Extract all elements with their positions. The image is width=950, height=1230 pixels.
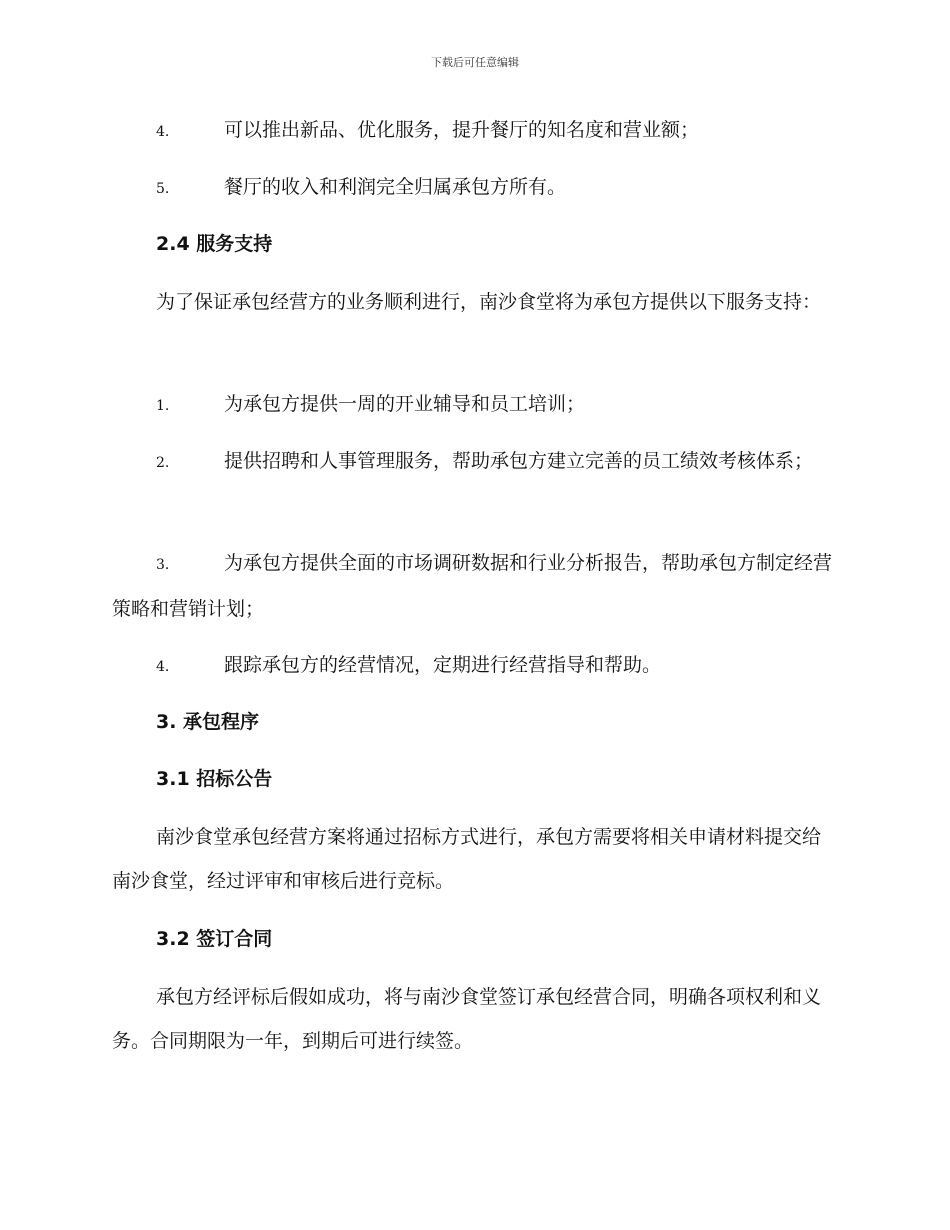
list-item-text: 提供招聘和人事管理服务，帮助承包方建立完善的员工绩效考核体系；	[224, 450, 814, 472]
list-item	[112, 643, 834, 689]
list-item-text: 为承包方提供一周的开业辅导和员工培训；	[224, 393, 586, 415]
section-heading-3-2: 3.2 签订合同	[156, 928, 273, 950]
section-3-2-body: 承包方经评标后假如成功，将与南沙食堂签订承包经营合同，明确各项权利和义务。合同期限为一年，到期后可进行续签。	[112, 986, 822, 1052]
list-item	[112, 108, 834, 154]
list-item	[112, 439, 834, 485]
section-heading-2-4: 2.4 服务支持	[156, 233, 273, 255]
list-item-number: 5.	[156, 181, 170, 197]
list-item-number: 3.	[156, 557, 170, 573]
page-header-note: 下载后可任意编辑	[431, 56, 519, 69]
list-item-number: 1.	[156, 398, 170, 414]
list-item	[112, 541, 834, 631]
list-item-text: 餐厅的收入和利润完全归属承包方所有。	[224, 176, 567, 198]
list-item-number: 4.	[156, 659, 170, 675]
section-heading-3-1: 3.1 招标公告	[156, 768, 273, 790]
list-item	[112, 382, 834, 428]
list-item-text: 可以推出新品、优化服务，提升餐厅的知名度和营业额；	[224, 119, 700, 141]
list-item-number: 4.	[156, 124, 170, 140]
list-item	[112, 165, 834, 211]
list-item-text: 跟踪承包方的经营情况，定期进行经营指导和帮助。	[224, 654, 662, 676]
list-item-number: 2.	[156, 455, 170, 471]
section-heading-3: 3. 承包程序	[156, 711, 260, 733]
section-2-4-intro: 为了保证承包经营方的业务顺利进行，南沙食堂将为承包方提供以下服务支持：	[156, 291, 822, 313]
section-3-1-body: 南沙食堂承包经营方案将通过招标方式进行，承包方需要将相关申请材料提交给南沙食堂，经过评审和审核后进行竞标。	[112, 826, 822, 892]
list-item-text: 为承包方提供全面的市场调研数据和行业分析报告，帮助承包方制定经营策略和营销计划；	[112, 552, 833, 620]
